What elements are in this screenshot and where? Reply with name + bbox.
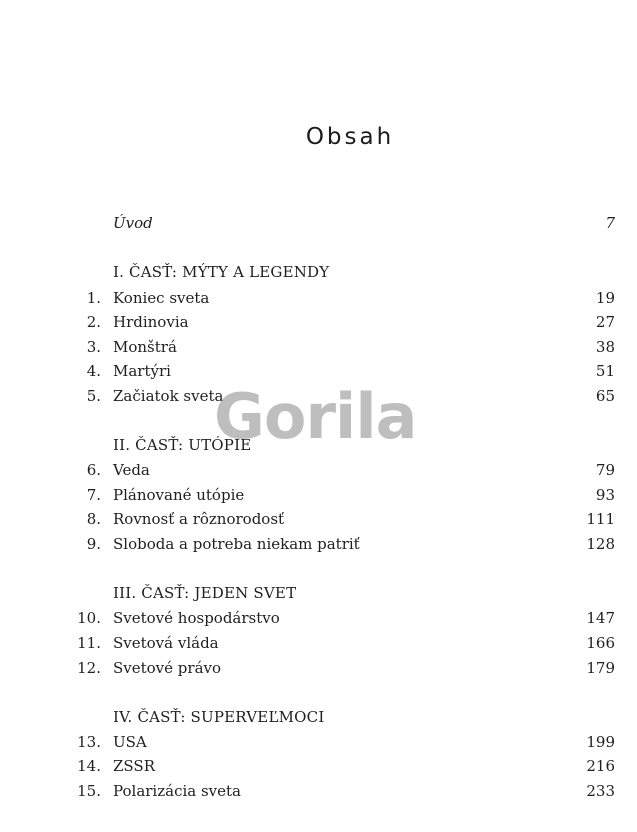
toc-entry[interactable] [0, 510, 615, 532]
chapter-number: 12. [77, 659, 101, 677]
chapter-title: Hrdinovia [113, 313, 189, 331]
chapter-number: 13. [77, 733, 101, 751]
chapter-number: 14. [77, 757, 101, 775]
toc-entry[interactable] [0, 338, 615, 360]
chapter-number: 1. [86, 289, 101, 307]
intro-label: Úvod [113, 214, 153, 232]
chapter-number: 4. [86, 362, 101, 380]
intro-page-number: 7 [605, 214, 615, 232]
page-number: 233 [586, 782, 615, 800]
chapter-number: 10. [77, 609, 101, 627]
chapter-title: Začiatok sveta [113, 387, 224, 405]
chapter-title: Svetové hospodárstvo [113, 609, 280, 627]
chapter-number: 11. [77, 634, 101, 652]
chapter-title: Koniec sveta [113, 289, 210, 307]
page-number: 111 [586, 510, 615, 528]
chapter-title: Polarizácia sveta [113, 782, 241, 800]
page-number: 199 [586, 733, 615, 751]
chapter-title: Veda [113, 461, 150, 479]
chapter-title: Rovnosť a rôznorodosť [113, 510, 285, 528]
page-number: 65 [595, 387, 615, 405]
toc-entry[interactable] [0, 289, 615, 311]
chapter-title: Plánované utópie [113, 486, 245, 504]
toc-entry[interactable] [0, 486, 615, 508]
section-heading: III. ČASŤ: JEDEN SVET [113, 584, 297, 602]
page-number: 128 [586, 535, 615, 553]
intro-entry[interactable] [113, 214, 615, 236]
page-number: 166 [586, 634, 615, 652]
toc-entry[interactable] [0, 535, 615, 557]
page-number: 19 [595, 289, 615, 307]
page-number: 51 [595, 362, 615, 380]
chapter-title: ZSSR [113, 757, 156, 775]
chapter-number: 9. [86, 535, 101, 553]
page-title: Obsah [305, 124, 395, 150]
page-number: 27 [595, 313, 615, 331]
chapter-title: USA [113, 733, 147, 751]
page-number: 147 [586, 609, 615, 627]
toc-entry[interactable] [0, 461, 615, 483]
section-heading: IV. ČASŤ: SUPERVEĽMOCI [113, 708, 325, 726]
chapter-title: Monštrá [113, 338, 177, 356]
toc-entry[interactable] [0, 757, 615, 779]
chapter-title: Svetové právo [113, 659, 222, 677]
chapter-number: 2. [86, 313, 101, 331]
page-number: 79 [595, 461, 615, 479]
chapter-number: 5. [86, 387, 101, 405]
page-number: 93 [595, 486, 615, 504]
chapter-number: 3. [86, 338, 101, 356]
chapter-number: 6. [86, 461, 101, 479]
chapter-number: 15. [77, 782, 101, 800]
chapter-title: Sloboda a potreba niekam patriť [113, 535, 360, 553]
page-number: 179 [586, 659, 615, 677]
section-heading: I. ČASŤ: MÝTY A LEGENDY [113, 263, 330, 281]
section-heading: II. ČASŤ: UTÓPIE [113, 436, 252, 454]
chapter-number: 7. [86, 486, 101, 504]
page-number: 38 [595, 338, 615, 356]
toc-entry[interactable] [0, 733, 615, 755]
chapter-title: Svetová vláda [113, 634, 219, 652]
watermark-logo: Gorila [214, 380, 417, 453]
chapter-number: 8. [86, 510, 101, 528]
chapter-title: Martýri [113, 362, 171, 380]
toc-entry[interactable] [0, 313, 615, 335]
toc-entry[interactable] [0, 609, 615, 631]
toc-entry[interactable] [0, 782, 615, 804]
toc-entry[interactable] [0, 634, 615, 656]
page-number: 216 [586, 757, 615, 775]
toc-entry[interactable] [0, 659, 615, 681]
